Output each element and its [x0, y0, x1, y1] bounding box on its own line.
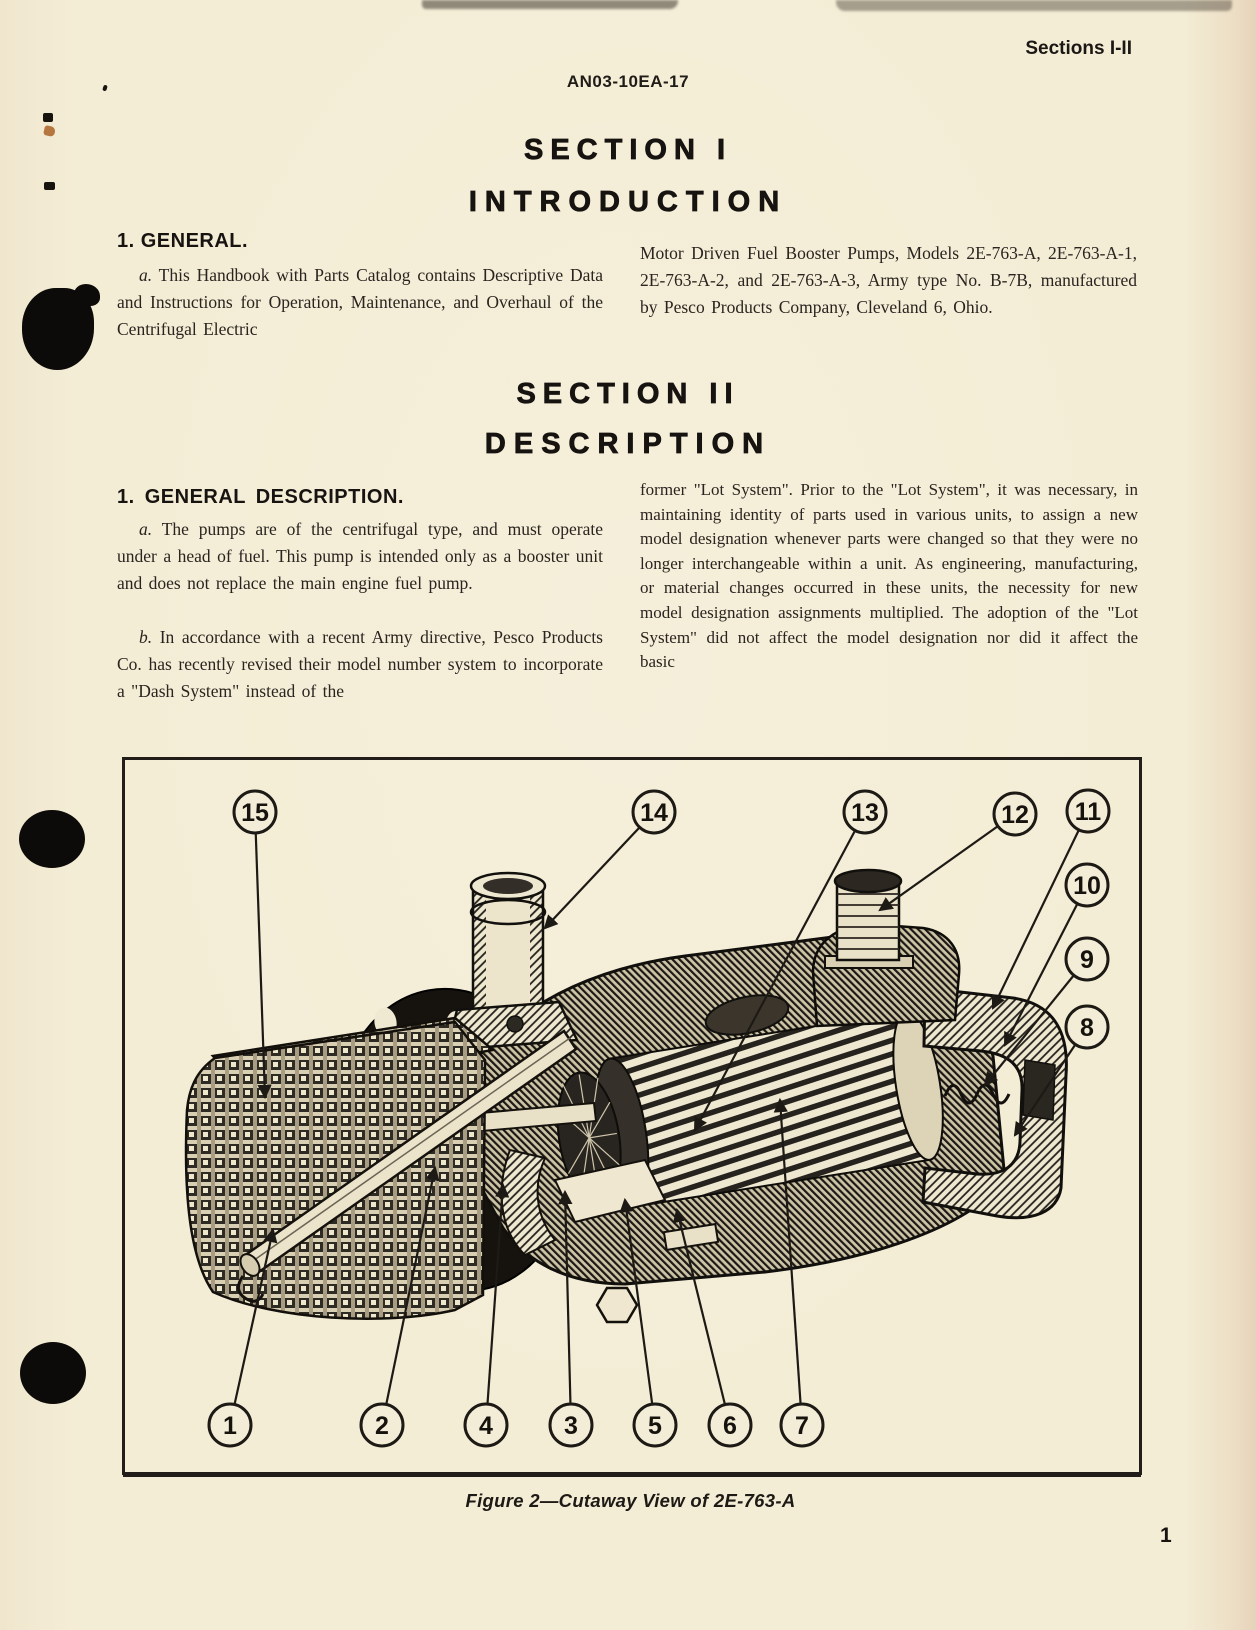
- section2-title: SECTION II: [516, 378, 740, 410]
- inlet-screen: [186, 1018, 493, 1319]
- callout-number: 4: [479, 1412, 493, 1440]
- callout-3: [550, 1404, 592, 1446]
- callout-12: [994, 793, 1036, 835]
- section1-title: SECTION I: [523, 134, 732, 166]
- callout-4: [465, 1404, 507, 1446]
- scan-speck: [43, 113, 53, 122]
- callout-number: 11: [1074, 798, 1102, 826]
- scan-smudge: [422, 0, 678, 9]
- callout-10: [1066, 864, 1108, 906]
- paragraph-text: The pumps are of the centrifugal type, and must operate under a head of fuel. This pump is intended only as a booster unit and does not replace the main engine fuel pump.: [117, 519, 603, 593]
- cutaway-illustration: [125, 760, 1139, 1472]
- figure-frame: [122, 757, 1142, 1475]
- section2-paragraph-b: [117, 624, 603, 705]
- callout-number: 6: [723, 1412, 737, 1440]
- callout-1: [209, 1404, 251, 1446]
- end-cap-core: [1023, 1060, 1055, 1120]
- callout-6: [709, 1404, 751, 1446]
- callout-number: 14: [640, 799, 668, 827]
- paragraph-lead: a.: [139, 265, 153, 285]
- paragraph-lead: b.: [139, 627, 153, 647]
- document-number: AN03-10EA-17: [566, 72, 690, 91]
- section1-heading: 1. GENERAL.: [117, 230, 249, 252]
- paragraph-text: In accordance with a recent Army directive, Pesco Products Co. has recently revised their model number system to incorporate a "Dash System" instead of the: [117, 627, 603, 701]
- callout-number: 7: [795, 1412, 809, 1440]
- outlet-port: [447, 873, 577, 1050]
- scan-smudge: [836, 0, 1232, 11]
- callout-number: 8: [1080, 1014, 1094, 1042]
- electrical-connector: [813, 870, 959, 1026]
- section2-paragraph-right: former "Lot System". Prior to the "Lot System", it was necessary, in maintaining identity of parts used in various units, to assign a new model designation whenever parts were changed so that they were no longer interchangeable within a unit. As engineering, manufacturing, or material changes occurred in these units, the necessity for new model designation assignments multiplied. The adoption of the "Lot System" did not affect the model designation nor did it affect the basic: [640, 480, 1138, 672]
- section1-paragraph-left: [117, 262, 603, 343]
- figure-caption: Figure 2—Cutaway View of 2E-763-A: [465, 1490, 796, 1511]
- paragraph-lead: a.: [139, 519, 153, 539]
- callout-number: 15: [241, 799, 269, 827]
- callout-13: [844, 791, 886, 833]
- callout-number: 5: [648, 1412, 662, 1440]
- section2-subtitle: DESCRIPTION: [484, 428, 772, 460]
- callout-number: 2: [375, 1412, 389, 1440]
- callout-number: 9: [1080, 946, 1094, 974]
- callout-number: 1: [223, 1412, 237, 1440]
- hex-nut: [597, 1288, 637, 1322]
- callout-7: [781, 1404, 823, 1446]
- section2-heading: 1. GENERAL DESCRIPTION.: [117, 486, 404, 508]
- section2-paragraph-a: [117, 516, 603, 597]
- binder-hole: [19, 810, 85, 868]
- section1-subtitle: INTRODUCTION: [468, 186, 788, 218]
- callout-11: [1067, 790, 1109, 832]
- callout-14: [633, 791, 675, 833]
- callout-15: [234, 791, 276, 833]
- ink-blot: [22, 288, 94, 370]
- callout-5: [634, 1404, 676, 1446]
- callout-number: 12: [1001, 801, 1029, 829]
- callout-number: 3: [564, 1412, 578, 1440]
- callout-number: 13: [851, 799, 879, 827]
- header-section-label: Sections I-II: [1025, 38, 1132, 59]
- callout-9: [1066, 938, 1108, 980]
- page-number: 1: [1160, 1524, 1172, 1547]
- section1-paragraph-right: Motor Driven Fuel Booster Pumps, Models 2E-763-A, 2E-763-A-1, 2E-763-A-2, and 2E-763-A-3, Army type No. B-7B, manufactured by Pesco Products Company, Cleveland 6, Ohio.: [640, 243, 1137, 317]
- callout-number: 10: [1073, 872, 1101, 900]
- paragraph-text: This Handbook with Parts Catalog contains Descriptive Data and Instructions for Operation, Maintenance, and Overhaul of the Centrifugal Electric: [117, 265, 603, 339]
- binder-hole: [20, 1342, 86, 1404]
- callout-2: [361, 1404, 403, 1446]
- callout-8: [1066, 1006, 1108, 1048]
